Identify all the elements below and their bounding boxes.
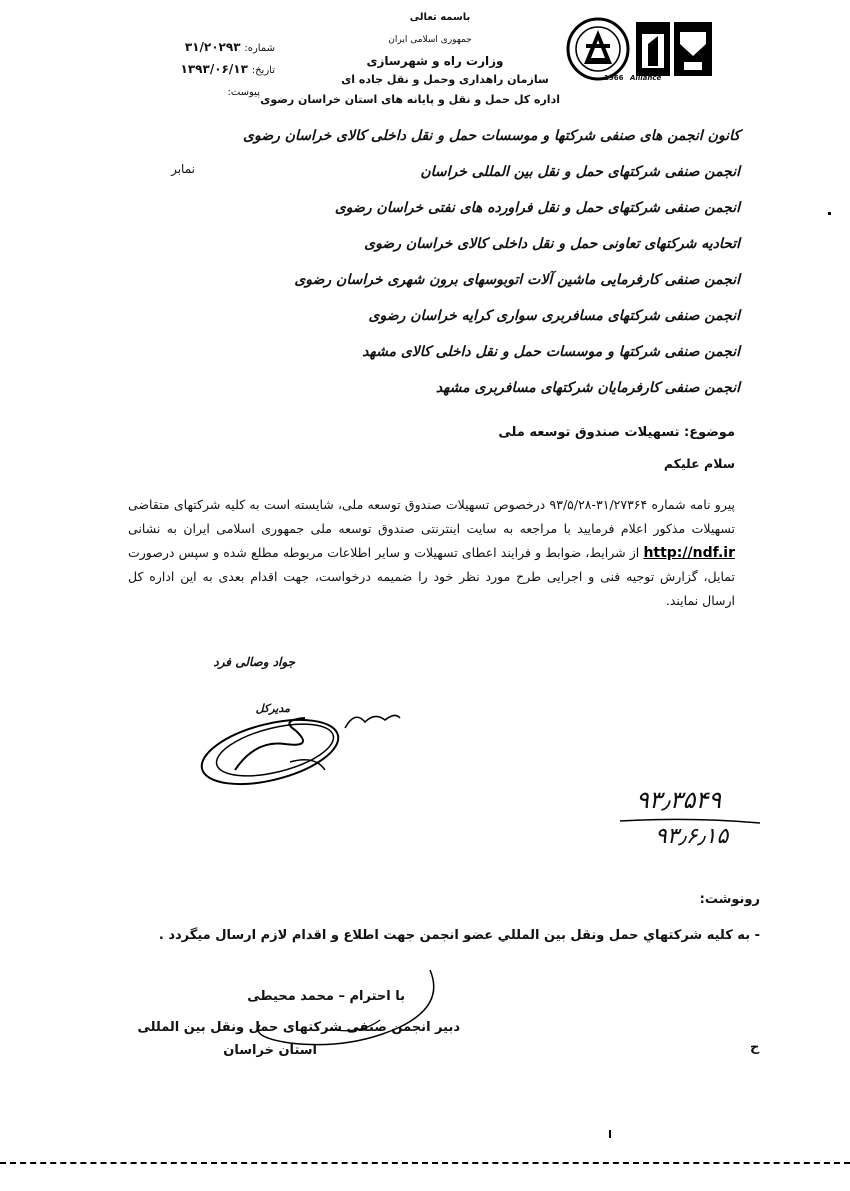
scan-artifact <box>609 1130 611 1138</box>
recipients-list <box>243 128 740 416</box>
cc-line: - به كليه شركتهاي حمل ونقل بين المللي عضو انجمن جهت اطلاع و اقدام لازم ارسال ميگردد . <box>158 928 760 943</box>
logo-caption: Alliance <box>630 74 662 82</box>
closing-respect: با احترام – محمد محیطی <box>247 989 405 1004</box>
cc-heading: رونوشت: <box>699 892 760 907</box>
recipient-item: انجمن صنفی کارفرمایان شرکتهای مسافربری مشهد <box>435 380 740 396</box>
letter-number-label: شماره: <box>244 43 275 54</box>
header-department: اداره کل حمل و نقل و پایانه های استان خراسان رضوی <box>260 93 560 106</box>
recipient-item: اتحادیه شرکتهای تعاونی حمل و نقل داخلی کالای خراسان رضوی <box>364 236 740 252</box>
salutation: سلام علیکم <box>663 456 735 471</box>
signatory-name: جواد وصالی فرد <box>213 655 295 669</box>
signature-graphic <box>195 700 415 810</box>
header-country: جمهوری اسلامی ایران <box>388 35 472 45</box>
recipient-item: انجمن صنفی شرکتهای مسافربری سواری کرایه خراسان رضوی <box>368 308 740 324</box>
organization-logo <box>566 14 716 84</box>
header-invocation: باسمه تعالی <box>409 12 471 23</box>
body-text-part-2: از شرایط، ضوابط و فرایند اعطای تسهیلات و سایر اطلاعات مربوطه مطلع شده و سپس درصورت تمایل، گزارش توجیه فنی و اجرایی طرح مورد نظر خود را ضمیمه درخواست، جهت اقدام بعدی به این اداره کل ارسال نمایند. <box>128 545 735 608</box>
letter-date-label: تاریخ: <box>251 65 275 76</box>
body-text-part-1: پیرو نامه شماره ۳۱/۲۷۳۶۴-۹۳/۵/۲۸ درخصوص تسهیلات صندوق توسعه ملی، شایسته است به کلیه شرکتهای متقاضی تسهیلات مذکور اعلام فرمایید با مراجعه به سایت اینترنتی صندوق توسعه ملی جمهوری اسلامی ایران به نشانی <box>128 497 735 536</box>
letter-body <box>128 493 735 613</box>
bottom-dashed-line <box>0 1162 850 1164</box>
letter-number-row <box>150 40 275 54</box>
closing-signature-graphic <box>223 965 440 1065</box>
ndf-website-link[interactable]: http://ndf.ir <box>643 545 735 561</box>
registration-number: ۹۳٫۳۵۴۹ <box>636 786 722 814</box>
closing-position-1: دبیر انجمن صنفی شرکتهای حمل ونقل بین المللی <box>137 1020 460 1035</box>
recipient-item: انجمن صنفی شرکتهای حمل و نقل بین المللی خراسان <box>420 164 740 180</box>
margin-mark: ح <box>750 1040 760 1055</box>
letter-attachment-label: پیوست: <box>227 87 260 98</box>
letter-number-value: ۳۱/۲۰۲۹۳ <box>184 40 241 54</box>
recipient-item: انجمن صنفی شرکتها و موسسات حمل و نقل داخلی کالای مشهد <box>362 344 740 360</box>
scan-artifact <box>828 212 831 215</box>
fax-label: نمابر <box>171 162 195 176</box>
recipient-item: انجمن صنفی کارفرمایی ماشین آلات اتوبوسهای برون شهری خراسان رضوی <box>294 272 740 288</box>
letter-date-value: ۱۳۹۳/۰۶/۱۳ <box>180 62 248 76</box>
letter-attachment-row <box>180 84 260 98</box>
letter-date-row <box>132 62 275 76</box>
signatory-title: مدیرکل <box>255 702 290 715</box>
subject-line: موضوع: تسهیلات صندوق توسعه ملی <box>498 425 735 440</box>
closing-position-2: استان خراسان <box>223 1043 317 1058</box>
recipient-item: کانون انجمن های صنفی شرکتها و موسسات حمل و نقل داخلی کالای خراسان رضوی <box>243 128 740 144</box>
logo-year: 1966 <box>604 74 624 82</box>
registration-date: ۹۳٫۶٫۱۵ <box>655 824 729 849</box>
recipient-item: انجمن صنفی شرکتهای حمل و نقل فراورده های نفتی خراسان رضوی <box>334 200 740 216</box>
header-ministry: وزارت راه و شهرسازی <box>366 54 504 68</box>
header-organization: سازمان راهداری وحمل و نقل جاده ای <box>341 73 549 86</box>
